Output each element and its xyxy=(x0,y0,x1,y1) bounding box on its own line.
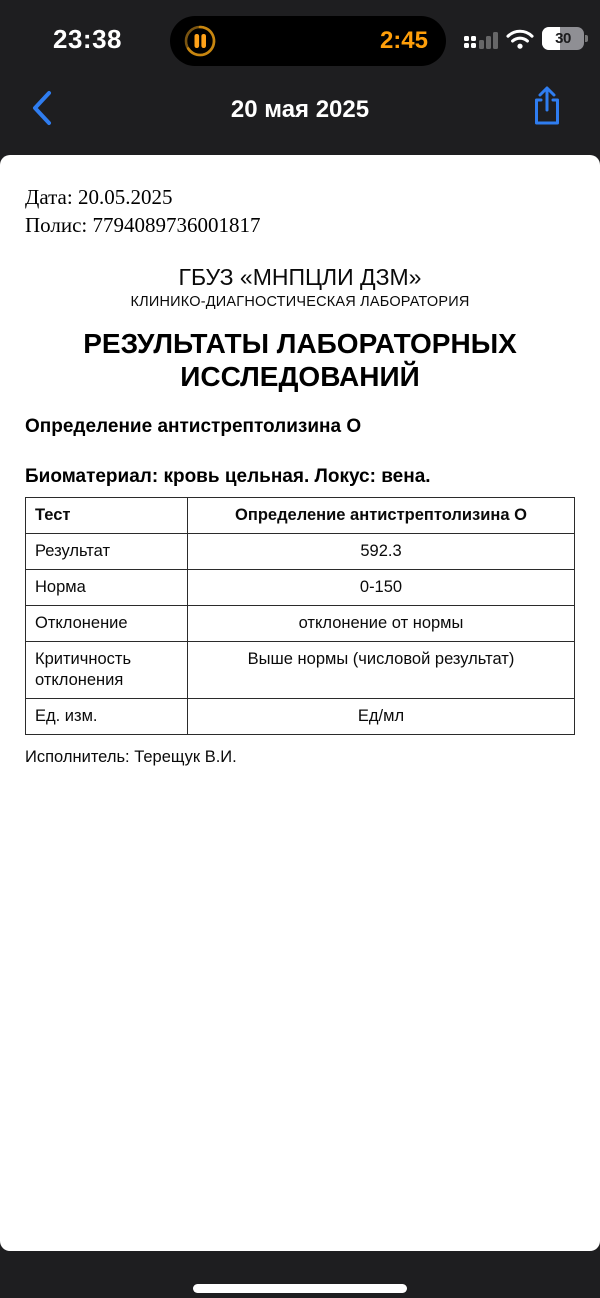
status-icons xyxy=(464,27,588,50)
biomaterial-line: Биоматериал: кровь цельная. Локус: вена. xyxy=(25,466,431,487)
dynamic-island[interactable] xyxy=(170,16,446,66)
results-table xyxy=(25,497,575,735)
table-row-value: отклонение от нормы xyxy=(188,606,575,642)
navigation-bar xyxy=(0,78,600,155)
results-table-body xyxy=(26,498,575,735)
cellular-signal-icon xyxy=(464,29,498,49)
document-date: Дата: 20.05.2025 xyxy=(25,185,173,209)
battery-icon xyxy=(542,27,588,50)
document-policy-number: Полис: 7794089736001817 xyxy=(25,213,261,237)
table-row-value: 592.3 xyxy=(188,534,575,570)
timer-pause-icon[interactable] xyxy=(183,24,217,58)
battery-percent: 30 xyxy=(555,30,571,47)
main-title-line1: РЕЗУЛЬТАТЫ ЛАБОРАТОРНЫХ xyxy=(83,328,517,359)
table-row-value: Ед/мл xyxy=(188,699,575,735)
executor-line: Исполнитель: Терещук В.И. xyxy=(25,748,237,766)
main-title-line2: ИССЛЕДОВАНИЙ xyxy=(180,361,420,392)
table-row-label: Критичность отклонения xyxy=(26,642,188,699)
table-row-label: Ед. изм. xyxy=(26,699,188,735)
table-row xyxy=(26,606,575,642)
wifi-icon xyxy=(505,28,535,50)
status-bar xyxy=(0,0,600,78)
document-main-title xyxy=(25,327,575,393)
organization-name: ГБУЗ «МНПЦЛИ ДЗМ» xyxy=(178,264,422,290)
organization-subtitle: КЛИНИКО-ДИАГНОСТИЧЕСКАЯ ЛАБОРАТОРИЯ xyxy=(130,294,470,310)
table-row-value: 0-150 xyxy=(188,570,575,606)
test-name-heading: Определение антистрептолизина О xyxy=(25,416,362,437)
page-title: 20 мая 2025 xyxy=(230,96,370,123)
timer-countdown: 2:45 xyxy=(379,27,428,54)
table-row-value: Определение антистрептолизина О xyxy=(188,498,575,534)
table-row-value: Выше нормы (числовой результат) xyxy=(188,642,575,699)
status-time: 23:38 xyxy=(53,24,122,54)
table-row xyxy=(26,570,575,606)
table-row-label: Результат xyxy=(26,534,188,570)
table-row xyxy=(26,642,575,699)
table-row xyxy=(26,498,575,534)
document-sheet xyxy=(0,155,600,1251)
table-row-label: Отклонение xyxy=(26,606,188,642)
table-row xyxy=(26,534,575,570)
table-row xyxy=(26,699,575,735)
home-indicator[interactable] xyxy=(193,1284,407,1293)
share-button[interactable] xyxy=(530,84,574,132)
table-row-label: Тест xyxy=(26,498,188,534)
table-row-label: Норма xyxy=(26,570,188,606)
